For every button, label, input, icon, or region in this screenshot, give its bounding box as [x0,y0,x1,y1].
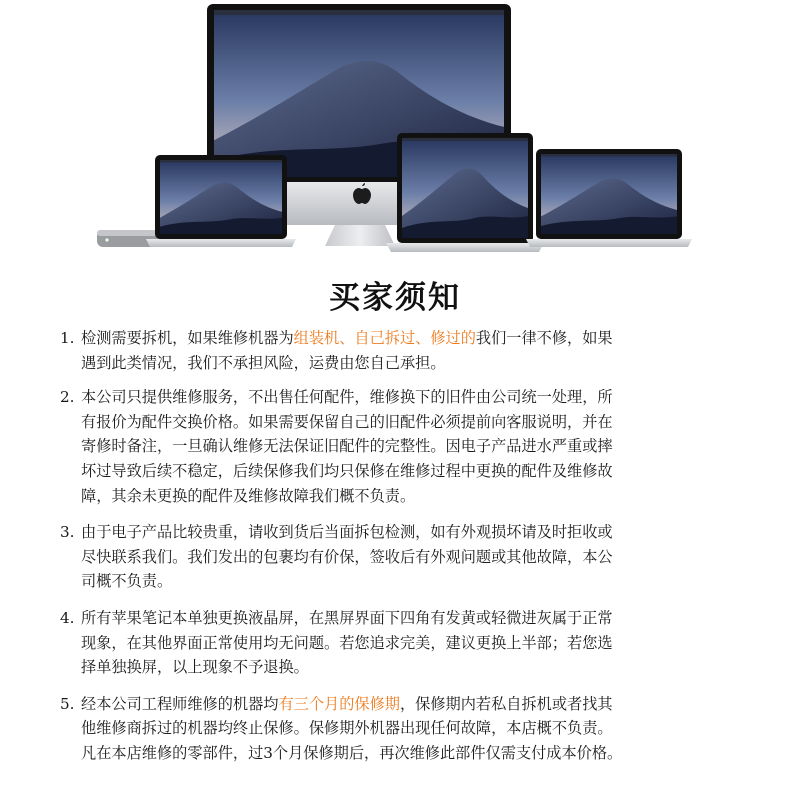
macbook-icon [146,155,296,247]
notice-item [60,326,740,375]
notice-line: 由于电子产品比较贵重，请收到货后当面拆包检测，如有外观损坏请及时拒收或 [81,523,613,542]
notice-line: 现象，在其他界面正常使用均无问题。若您追求完美，建议更换上半部；若您选 [81,633,613,652]
macbook-icon [526,149,692,247]
notice-line: 司概不负责。 [81,572,173,591]
notice-line: 寄修时备注，一旦确认维修无法保证旧配件的完整性。因电子产品进水严重或摔 [81,437,613,456]
notice-text: ，保修期内若私自拆机或者找其 [399,694,613,713]
notice-item [60,520,740,594]
page-title: 买家须知 [329,280,461,316]
notice-line: 坏过导致后续不稳定，后续保修我们均只保修在维修过程中更换的配件及维修故 [81,461,613,480]
buyer-notice-list [60,326,740,766]
notice-line: 遇到此类情况，我们不承担风险，运费由您自己承担。 [81,353,446,372]
notice-text: 我们一律不修，如果 [475,329,613,347]
notice-number: 4. [60,608,75,627]
notice-item [60,385,740,508]
notice-number: 3. [60,523,75,542]
notice-line: 障，其余未更换的配件及维修故障我们概不负责。 [81,486,416,505]
highlight-text: 有三个月的保修期 [278,694,400,713]
highlight-text: 组装机、自己拆过、修过的 [293,329,476,347]
notice-item [60,606,740,680]
notice-line: 凡在本店维修的零部件，过3个月保修期后，再次维修此部件仅需支付成本价格。 [81,743,623,762]
notice-item [60,692,740,766]
notice-text: 经本公司工程师维修的机器均 [81,694,279,713]
notice-line: 所有苹果笔记本单独更换液晶屏，在黑屏界面下四角有发黄或轻微进灰属于正常 [81,608,613,627]
notice-line: 有报价为配件交换价格。如果需要保留自己的旧配件必须提前向客服说明，并在 [81,412,613,431]
notice-line [81,326,740,351]
notice-line: 择单独换屏，以上现象不予退换。 [81,658,309,677]
notice-number: 1. [60,329,75,347]
macbook-icon [386,133,544,252]
notice-line: 本公司只提供维修服务，不出售任何配件，维修换下的旧件由公司统一处理，所 [81,388,613,407]
notice-text: 检测需要拆机，如果维修机器为 [81,329,294,347]
notice-number: 2. [60,388,75,407]
hero-devices-image [0,0,790,265]
notice-line: 他维修商拆过的机器均终止保修。保修期外机器出现任何故障，本店概不负责。 [81,719,613,738]
notice-line: 尽快联系我们。我们发出的包裹均有价保，签收后有外观问题或其他故障，本公 [81,547,613,566]
notice-line [81,692,740,717]
notice-number: 5. [60,694,75,713]
